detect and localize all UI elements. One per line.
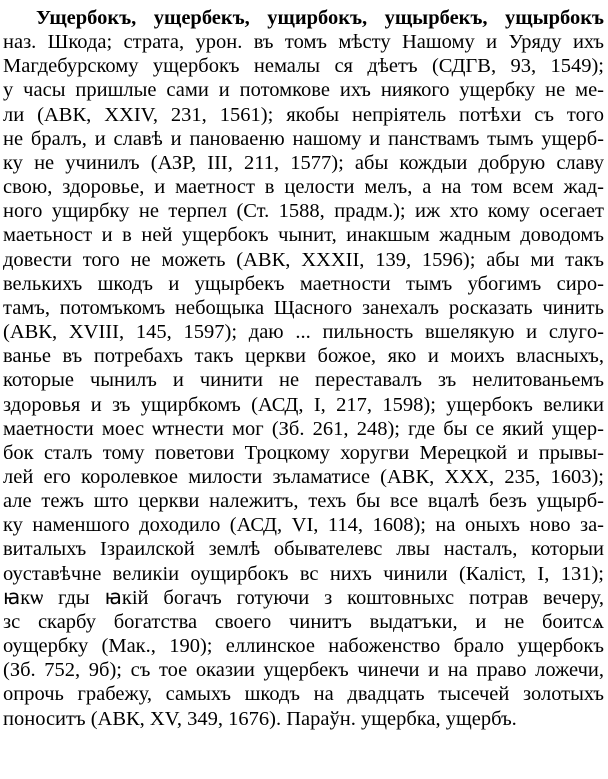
entry-line: (Зб. 752, 9б); съ тое оказии ущербекъ чинечи и на право ложечи,	[3, 659, 604, 682]
entry-line: (АВК, XVIII, 145, 1597); даю ... пильность вшелякую и слугo-	[3, 321, 604, 344]
entry-line: у часы пришлые сами и потомкове ихъ ниякого ущербку не ме-	[3, 79, 604, 102]
entry-line: ку наменшого доходило (АСД, VI, 114, 1608); на оныхъ ново за-	[3, 514, 604, 537]
entry-line: лей его королевкое милости зъламатисе (АВК, XXX, 235, 1603);	[3, 465, 604, 488]
entry-line: здоровья и зъ ущирбкомъ (АСД, I, 217, 1598); ущербокъ велики	[3, 393, 604, 416]
entry-line: оущербку (Мак., 190); еллинское набоженство брало ущербокъ	[3, 635, 604, 658]
entry-line: зс скарбу богатства своего чинитъ выдатъки, и не боитсѧ	[3, 610, 604, 633]
entry-line: велькихъ шкодъ и ущырбекъ маетности тымъ убогимъ сиро-	[3, 272, 604, 295]
entry-line: наз. Шкода; страта, урон. въ томъ мѣсту Нашому и Уряду ихъ	[3, 31, 604, 54]
entry-line: ли (АВК, XXIV, 231, 1561); якобы непріятель потѣхи съ того	[3, 103, 604, 126]
entry-line: ꙗкѡ гды ꙗкій богачъ готуючи з коштовныхс потрав вечеру,	[3, 586, 604, 609]
entry-line: але тежъ што церкви належитъ, техъ бы все вцалѣ безъ ущырб-	[3, 490, 604, 513]
entry-line: ванье въ потребахъ такъ церкви божое, яко и моихъ власныхъ,	[3, 345, 604, 368]
entry-line: ку не учинилъ (АЗР, III, 211, 1577); абы кождыи добрую славу	[3, 151, 604, 174]
entry-line: виталыхъ Ізраилской землѣ обывателевс лвы насталъ, которыи	[3, 538, 604, 561]
headword: Ущербокъ, ущербекъ, ущирбокъ, ущырбекъ, ущырбокъ	[36, 7, 604, 29]
entry-line: Магдебурскому ущербокъ немалы ся дѣетъ (СДГВ, 93, 1549);	[3, 55, 604, 78]
entry-line: которые чынилъ и чинити не переставалъ зъ нелитованьемъ	[3, 369, 604, 392]
entry-line: свою, здоровье, и маетност в целости мелъ, а на том всем жад-	[3, 176, 604, 199]
entry-line: бок сталъ тому поветови Троцкому хоругви Мерецкой и прывы-	[3, 441, 604, 464]
entry-line: маетности моес ѡтнести мог (Зб. 261, 248); где бы се який ущер-	[3, 417, 604, 440]
entry-line: поноситъ (АВК, XV, 349, 1676). Параўн. ущербка, ущербъ.	[3, 707, 517, 730]
entry-line: опрочь грабежу, самыхъ шкодъ на двадцать тысечей золотыхъ	[3, 683, 604, 706]
entry-line: ного ущирбку не терпел (Ст. 1588, прадм.); иж хто кому осегает	[3, 200, 604, 223]
dictionary-entry	[3, 6, 604, 731]
entry-line: тамъ, потомъкомъ небощыка Щасного занехалъ росказать чинить	[3, 296, 604, 319]
headword-line	[3, 6, 604, 30]
entry-line: оуставѣчне великіи оущирбокъ вс нихъ чинили (Каліст, I, 131);	[3, 562, 604, 585]
entry-line: довести того не можеть (АВК, XXXII, 139, 1596); абы ми такъ	[3, 248, 604, 271]
entry-line: маетьност и в ней ущербокъ чынит, инакшым жадным доводомъ	[3, 224, 604, 247]
entry-line: не бралъ, и славѣ и пановаеню нашому и панствамъ тымъ ущерб-	[3, 127, 604, 150]
